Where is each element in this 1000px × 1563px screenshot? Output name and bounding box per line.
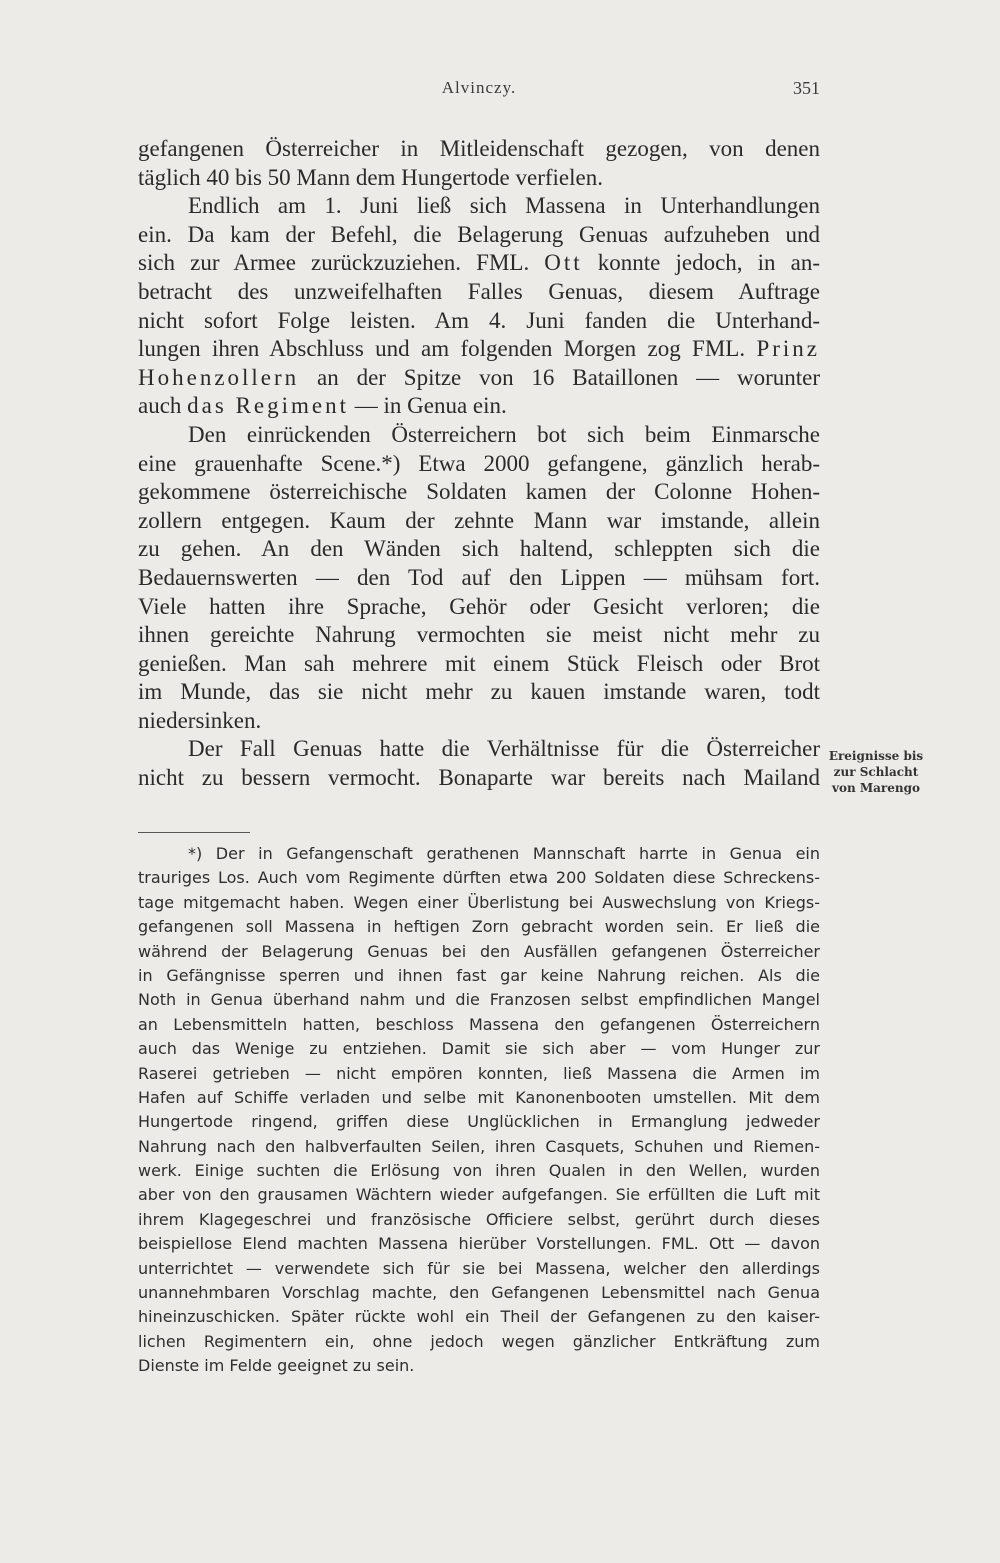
body-text — [138, 135, 820, 793]
body-line — [138, 678, 820, 707]
footnote-rule — [138, 832, 250, 833]
body-line — [138, 764, 820, 793]
footnote-line: tage mitgemacht haben. Wegen einer Überlistung bei Auswechslung von Kriegs- — [138, 892, 820, 912]
footnote-line: Nahrung nach den halbverfaulten Seilen, ihren Casquets, Schuhen und Riemen- — [138, 1136, 820, 1156]
body-line — [138, 650, 820, 679]
spaced-name: das Regiment — [187, 393, 350, 419]
text-segment: Den einrückenden Österreichern bot sich beim Einmarsche — [188, 421, 820, 447]
text-segment: nicht zu bessern vermocht. Bonaparte war bereits nach Mailand — [138, 765, 820, 791]
text-segment: — in Genua ein. — [349, 393, 507, 419]
text-segment: ein. Da kam der Befehl, die Belagerung Genuas aufzuheben und — [138, 221, 820, 247]
footnote-line: Dienste im Felde geeignet zu sein. — [138, 1356, 415, 1376]
body-line — [138, 221, 820, 250]
margin-note-line: von Marengo — [831, 781, 920, 795]
text-segment: lungen ihren Abschluss und am folgenden Morgen zog FML. — [138, 336, 757, 362]
body-line — [138, 593, 820, 622]
body-line — [138, 535, 820, 564]
footnote — [138, 842, 820, 1379]
footnote-line: beispiellose Elend machten Massena hierüber Vorstellungen. FML. Ott — davon — [138, 1234, 820, 1254]
margin-note-line: zur Schlacht — [833, 765, 919, 779]
spaced-name: Ott — [544, 250, 583, 276]
body-line — [138, 707, 820, 736]
text-segment: Viele hatten ihre Sprache, Gehör oder Gesicht verloren; die — [138, 593, 820, 619]
body-line — [138, 621, 820, 650]
body-line — [138, 335, 820, 364]
footnote-line: werk. Einige suchten die Erlösung von ihren Qualen in den Wellen, wurden — [138, 1161, 820, 1181]
running-title: Alvinczy. — [441, 78, 517, 97]
body-line — [138, 192, 820, 221]
footnote-line: gefangenen soll Massena in heftigen Zorn gebracht worden sein. Er ließ die — [138, 917, 820, 937]
spaced-name: Prinz — [756, 336, 820, 362]
text-segment: konnte jedoch, in an- — [582, 250, 820, 276]
body-line — [138, 392, 820, 421]
footnote-line: aber von den grausamen Wächtern wieder aufgefangen. Sie erfüllten die Luft mit — [138, 1185, 820, 1205]
footnote-line: auch das Wenige zu entziehen. Damit sie sich aber — vom Hunger zur — [138, 1039, 820, 1059]
text-segment: genießen. Man sah mehrere mit einem Stück Fleisch oder Brot — [138, 650, 820, 676]
footnote-line: während der Belagerung Genuas bei den Ausfällen gefangenen Österreicher — [138, 941, 820, 961]
body-line — [138, 507, 820, 536]
footnote-line: unannehmbaren Vorschlag machte, den Gefangenen Lebensmittel nach Genua — [138, 1283, 820, 1303]
page-number: 351 — [793, 78, 820, 98]
margin-note — [826, 748, 926, 796]
text-segment: zu gehen. An den Wänden sich haltend, schleppten sich die — [138, 536, 820, 562]
footnote-line: *) Der in Gefangenschaft gerathenen Mannschaft harrte in Genua ein — [188, 844, 820, 863]
footnote-line: lichen Regimentern ein, ohne jedoch wegen gänzlicher Entkräftung zum — [138, 1331, 820, 1351]
body-line — [138, 564, 820, 593]
text-segment: Der Fall Genuas hatte die Verhältnisse für die Österreicher — [188, 736, 820, 762]
body-line — [138, 364, 820, 393]
footnote-line: Noth in Genua überhand nahm und die Franzosen selbst empfindlichen Mangel — [138, 990, 820, 1010]
footnote-line: hineinzuschicken. Später rückte wohl ein Theil der Gefangenen zu den kaiser- — [138, 1307, 820, 1327]
text-segment: auch — [138, 393, 188, 419]
text-segment: an der Spitze von 16 Bataillonen — worunter — [299, 364, 820, 390]
text-segment: sich zur Armee zurückzuziehen. FML. — [138, 250, 545, 276]
text-segment: niedersinken. — [138, 707, 262, 733]
text-segment: ihnen gereichte Nahrung vermochten sie meist nicht mehr zu — [138, 622, 820, 648]
body-line — [138, 164, 820, 193]
text-segment: eine grauenhafte Scene.*) Etwa 2000 gefangene, gänzlich herab- — [138, 450, 820, 476]
running-head — [138, 78, 820, 108]
footnote-line: Raserei getrieben — nicht empören konnten, ließ Massena die Armen im — [138, 1063, 820, 1083]
footnote-line: an Lebensmitteln hatten, beschloss Massena den gefangenen Österreichern — [138, 1014, 820, 1034]
text-segment: nicht sofort Folge leisten. Am 4. Juni fanden die Unterhand- — [138, 307, 820, 333]
body-line — [138, 307, 820, 336]
text-segment: im Munde, das sie nicht mehr zu kauen imstande waren, todt — [138, 679, 820, 705]
body-line — [138, 249, 820, 278]
body-line — [138, 450, 820, 479]
body-line — [138, 135, 820, 164]
text-segment: Bedauernswerten — den Tod auf den Lippen — mühsam fort. — [138, 564, 820, 590]
spaced-name: Hohenzollern — [138, 364, 300, 390]
footnote-line: Hungertode ringend, griffen diese Unglücklichen in Ermanglung jedweder — [138, 1112, 820, 1132]
body-line — [138, 478, 820, 507]
body-line — [138, 735, 820, 764]
footnote-line: ihrem Klagegeschrei und französische Officiere selbst, gerührt durch dieses — [138, 1209, 820, 1229]
text-segment: gefangenen Österreicher in Mitleidenschaft gezogen, von denen — [138, 136, 820, 161]
text-segment: zollern entgegen. Kaum der zehnte Mann war imstande, allein — [138, 507, 820, 533]
footnote-line: Hafen auf Schiffe verladen und selbe mit Kanonenbooten umstellen. Mit dem — [138, 1087, 820, 1107]
text-segment: Endlich am 1. Juni ließ sich Massena in Unterhandlungen — [188, 193, 820, 219]
footnote-line: in Gefängnisse sperren und ihnen fast gar keine Nahrung reichen. Als die — [138, 965, 820, 985]
footnote-line: trauriges Los. Auch vom Regimente dürften etwa 200 Soldaten diese Schreckens- — [138, 868, 820, 888]
body-line — [138, 421, 820, 450]
footnote-line: unterrichtet — verwendete sich für sie bei Massena, welcher den allerdings — [138, 1258, 820, 1278]
text-segment: gekommene österreichische Soldaten kamen der Colonne Hohen- — [138, 479, 820, 505]
body-line — [138, 278, 820, 307]
text-segment: betracht des unzweifelhaften Falles Genuas, diesem Auftrage — [138, 278, 820, 304]
text-segment: täglich 40 bis 50 Mann dem Hungertode verfielen. — [138, 164, 603, 190]
margin-note-line: Ereignisse bis — [828, 749, 924, 763]
